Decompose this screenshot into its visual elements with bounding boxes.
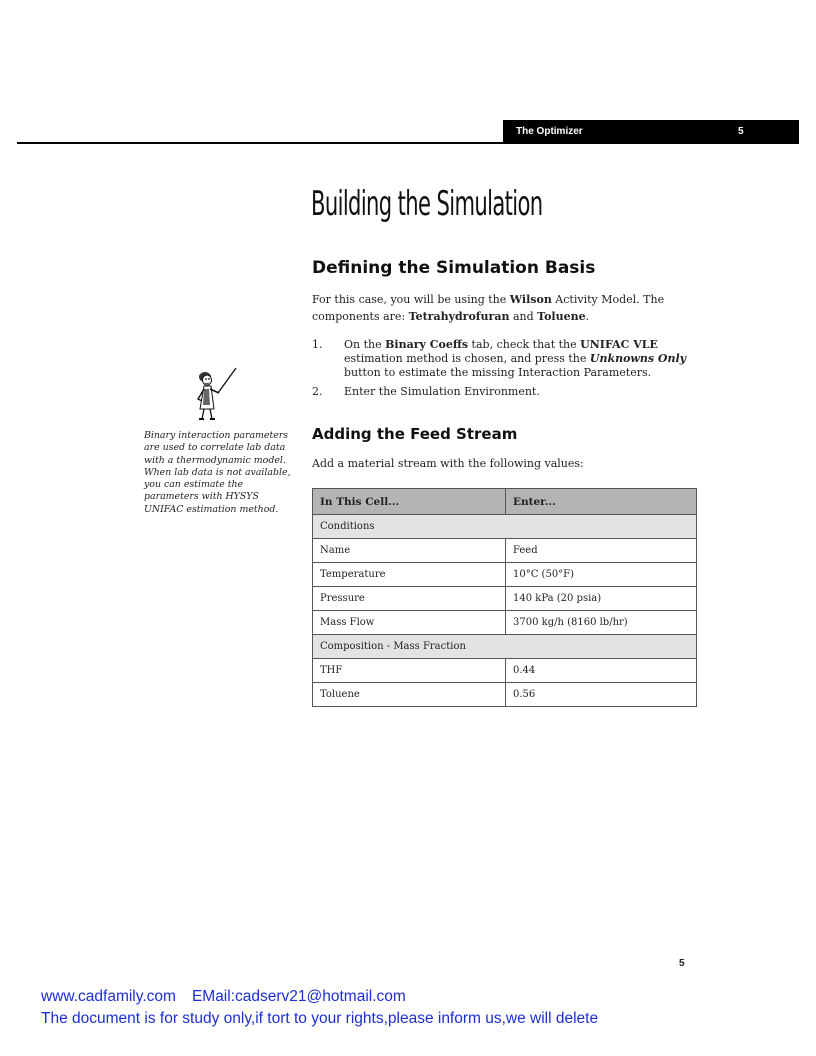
footer-site-link[interactable]: www.cadfamily.com (41, 988, 176, 1005)
step-text: On the Binary Coeffs tab, check that the UNIFAC VLE estimation method is chosen, and press the Unknowns Only button to estimate the missing Interaction Parameters. (344, 338, 687, 379)
table-cell: Mass Flow (313, 611, 506, 635)
table-cell: Feed (506, 539, 697, 563)
table-cell: 140 kPa (20 psia) (506, 587, 697, 611)
table-section-title: Composition - Mass Fraction (313, 635, 697, 659)
feed-intro: Add a material stream with the following values: (312, 457, 584, 470)
chapter-title: Building the Simulation (311, 184, 543, 224)
table-cell: Name (313, 539, 506, 563)
table-cell: 0.56 (506, 683, 697, 707)
table-row (313, 611, 697, 635)
table-cell: Temperature (313, 563, 506, 587)
step-number: 2. (312, 385, 323, 398)
table-cell: 0.44 (506, 659, 697, 683)
teacher-pointer-icon (188, 365, 240, 421)
running-header-title: The Optimizer (516, 126, 583, 137)
running-header (503, 120, 799, 143)
feed-stream-table (312, 488, 697, 707)
table-header-row (313, 489, 697, 515)
basis-steps-list (312, 338, 702, 404)
table-row (313, 587, 697, 611)
footer-email-link[interactable]: EMail:cadserv21@hotmail.com (191, 988, 406, 1005)
table-cell: THF (313, 659, 506, 683)
section-heading-basis: Defining the Simulation Basis (312, 258, 596, 278)
table-row (313, 659, 697, 683)
step-text: Enter the Simulation Environment. (344, 385, 540, 398)
table-header-cell: Enter... (506, 489, 697, 515)
table-cell: 10°C (50°F) (506, 563, 697, 587)
table-row (313, 539, 697, 563)
sidebar-note: Binary interaction parameters are used to correlate lab data with a thermodynamic model. When lab data is not available, you can estimate the parameters with HYSYS UNIFAC estimation method. (144, 430, 291, 515)
table-cell: Pressure (313, 587, 506, 611)
table-cell: 3700 kg/h (8160 lb/hr) (506, 611, 697, 635)
table-row (313, 563, 697, 587)
table-section-row (313, 635, 697, 659)
list-item (312, 385, 702, 399)
table-section-title: Conditions (313, 515, 697, 539)
table-header-cell: In This Cell... (313, 489, 506, 515)
footer-notice: The document is for study only,if tort to your rights,please inform us,we will delete (41, 1010, 599, 1027)
table-section-row (313, 515, 697, 539)
section-heading-feed: Adding the Feed Stream (312, 425, 518, 443)
table-cell: Toluene (313, 683, 506, 707)
page-number: 5 (679, 958, 685, 969)
basis-intro: For this case, you will be using the Wilson Activity Model. The components are: Tetrahydrofuran and Toluene. (312, 293, 665, 323)
list-item (312, 338, 702, 380)
running-header-page: 5 (738, 126, 744, 137)
step-number: 1. (312, 338, 323, 351)
footer-contact (41, 988, 406, 1006)
table-row (313, 683, 697, 707)
